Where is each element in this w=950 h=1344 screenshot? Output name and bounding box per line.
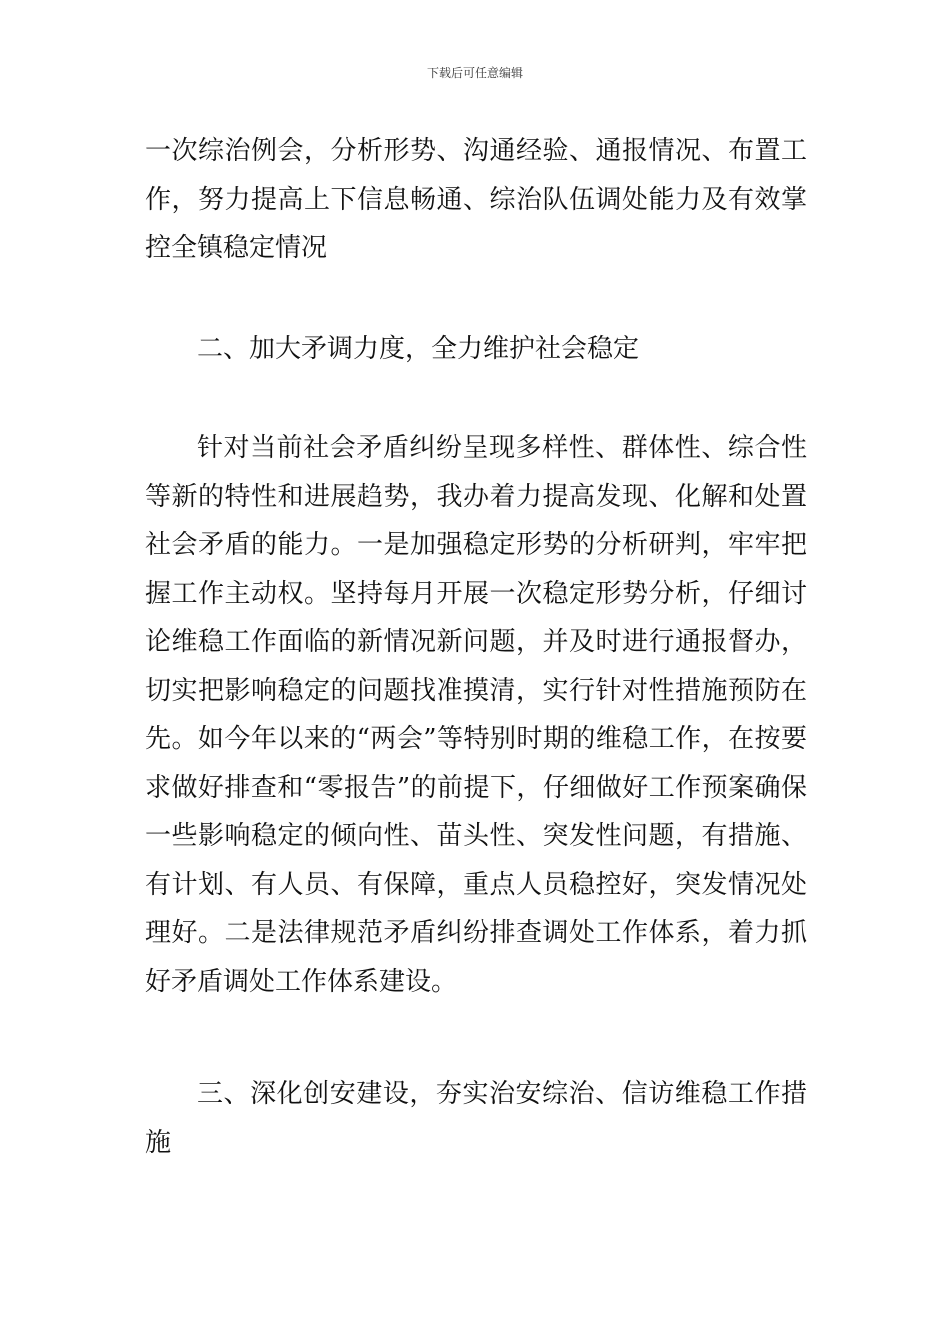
section-heading-2: 二、加大矛调力度，全力维护社会稳定 <box>197 334 640 364</box>
header-note: 下载后可任意编辑 <box>426 66 523 80</box>
paragraph-1: 一次综治例会，分析形势、沟通经验、通报情况、布置工作，努力提高上下信息畅通、综治队伍调处能力及有效掌控全镇稳定情况 <box>145 136 807 263</box>
section-heading-3: 三、深化创安建设，夯实治安综治、信访维稳工作措施 <box>145 1079 807 1158</box>
paragraph-2: 针对当前社会矛盾纠纷呈现多样性、群体性、综合性等新的特性和进展趋势，我办着力提高发现、化解和处置社会矛盾的能力。一是加强稳定形势的分析研判，牢牢把握工作主动权。坚持每月开展一次稳定形势分析，仔细讨论维稳工作面临的新情况新问题，并及时进行通报督办，切实把影响稳定的问题找准摸清，实行针对性措施预防在先。如今年以来的“两会”等特别时期的维稳工作，在按要求做好排查和“零报告”的前提下，仔细做好工作预案确保一些影响稳定的倾向性、苗头性、突发性问题，有措施、有计划、有人员、有保障，重点人员稳控好，突发情况处理好。二是法律规范矛盾纠纷排查调处工作体系，着力抓好矛盾调处工作体系建设。 <box>145 433 807 997</box>
